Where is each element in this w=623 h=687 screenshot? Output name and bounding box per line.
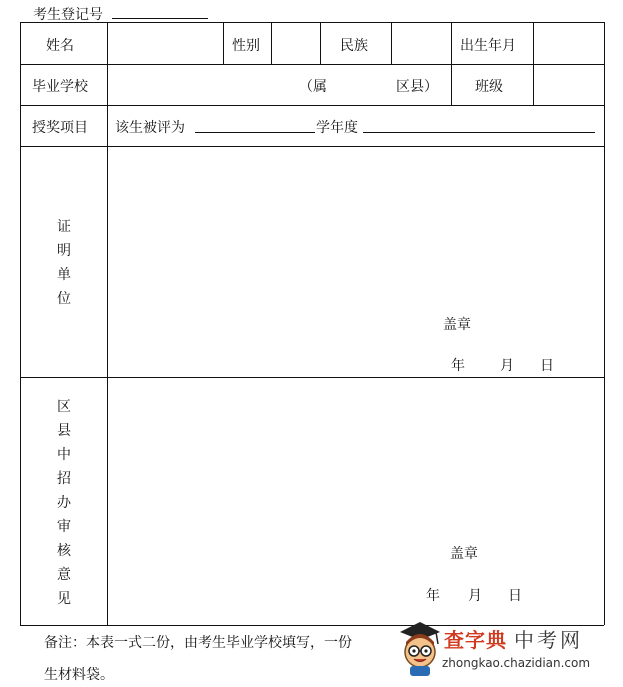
- name-field[interactable]: [110, 24, 222, 63]
- month-label: 月: [500, 358, 514, 374]
- column-divider: [271, 22, 272, 64]
- column-divider: [533, 22, 534, 105]
- graduating-school-label: 毕业学校: [32, 79, 88, 95]
- column-divider: [391, 22, 392, 64]
- class-field[interactable]: [535, 66, 603, 104]
- watermark-brand-secondary: 中考网: [514, 628, 583, 652]
- certifying-unit-area[interactable]: [110, 148, 603, 376]
- label-char: 意: [57, 567, 71, 583]
- label-char: 招: [57, 471, 71, 487]
- award-title-blank[interactable]: [195, 132, 315, 133]
- day-label: 日: [508, 588, 522, 604]
- birth-date-field[interactable]: [535, 24, 603, 63]
- label-char: 位: [57, 291, 71, 307]
- district-open-text: （属: [299, 79, 327, 95]
- label-char: 中: [57, 447, 71, 463]
- school-year-blank[interactable]: [363, 132, 595, 133]
- gender-field[interactable]: [273, 24, 319, 63]
- label-char: 审: [57, 519, 71, 535]
- remarks-line-1: 备注：本表一式二份，由考生毕业学校填写，一份: [44, 635, 352, 651]
- district-review-area[interactable]: [110, 379, 603, 624]
- certifying-unit-label: [54, 216, 74, 312]
- day-label: 日: [540, 358, 554, 374]
- award-item-label: 授奖项目: [32, 120, 88, 136]
- column-divider: [223, 22, 224, 64]
- label-char: 见: [57, 591, 71, 607]
- label-column-divider: [107, 22, 108, 625]
- column-divider: [320, 22, 321, 64]
- registration-label: 考生登记号: [33, 7, 103, 23]
- table-border-right: [604, 22, 605, 625]
- ethnicity-field[interactable]: [393, 24, 450, 63]
- class-label: 班级: [475, 79, 503, 95]
- mascot-icon: [396, 620, 442, 680]
- label-char: 证: [57, 219, 71, 235]
- seal-label: 盖章: [450, 546, 478, 562]
- remarks-line-2: 生材料袋。: [44, 667, 114, 683]
- watermark-brand: 查字典: [444, 628, 507, 652]
- column-divider: [451, 22, 452, 105]
- year-label: 年: [451, 358, 465, 374]
- registration-blank[interactable]: [112, 18, 208, 19]
- district-review-label: [54, 396, 74, 612]
- label-char: 核: [57, 543, 71, 559]
- school-year-text: 学年度: [316, 120, 358, 136]
- district-close-text: 区县）: [396, 79, 438, 95]
- seal-label: 盖章: [443, 317, 471, 333]
- label-char: 办: [57, 495, 71, 511]
- month-label: 月: [468, 588, 482, 604]
- birth-date-label: 出生年月: [460, 38, 516, 54]
- name-label: 姓名: [46, 38, 74, 54]
- label-char: 明: [57, 243, 71, 259]
- label-char: 县: [57, 423, 71, 439]
- watermark-url: zhongkao.chazidian.com: [442, 656, 591, 670]
- gender-label: 性别: [232, 38, 260, 54]
- label-char: 单: [57, 267, 71, 283]
- year-label: 年: [426, 588, 440, 604]
- ethnicity-label: 民族: [340, 38, 368, 54]
- watermark-logo: [396, 620, 616, 684]
- rated-as-text: 该生被评为: [115, 120, 185, 136]
- table-border-left: [20, 22, 21, 625]
- label-char: 区: [57, 399, 71, 415]
